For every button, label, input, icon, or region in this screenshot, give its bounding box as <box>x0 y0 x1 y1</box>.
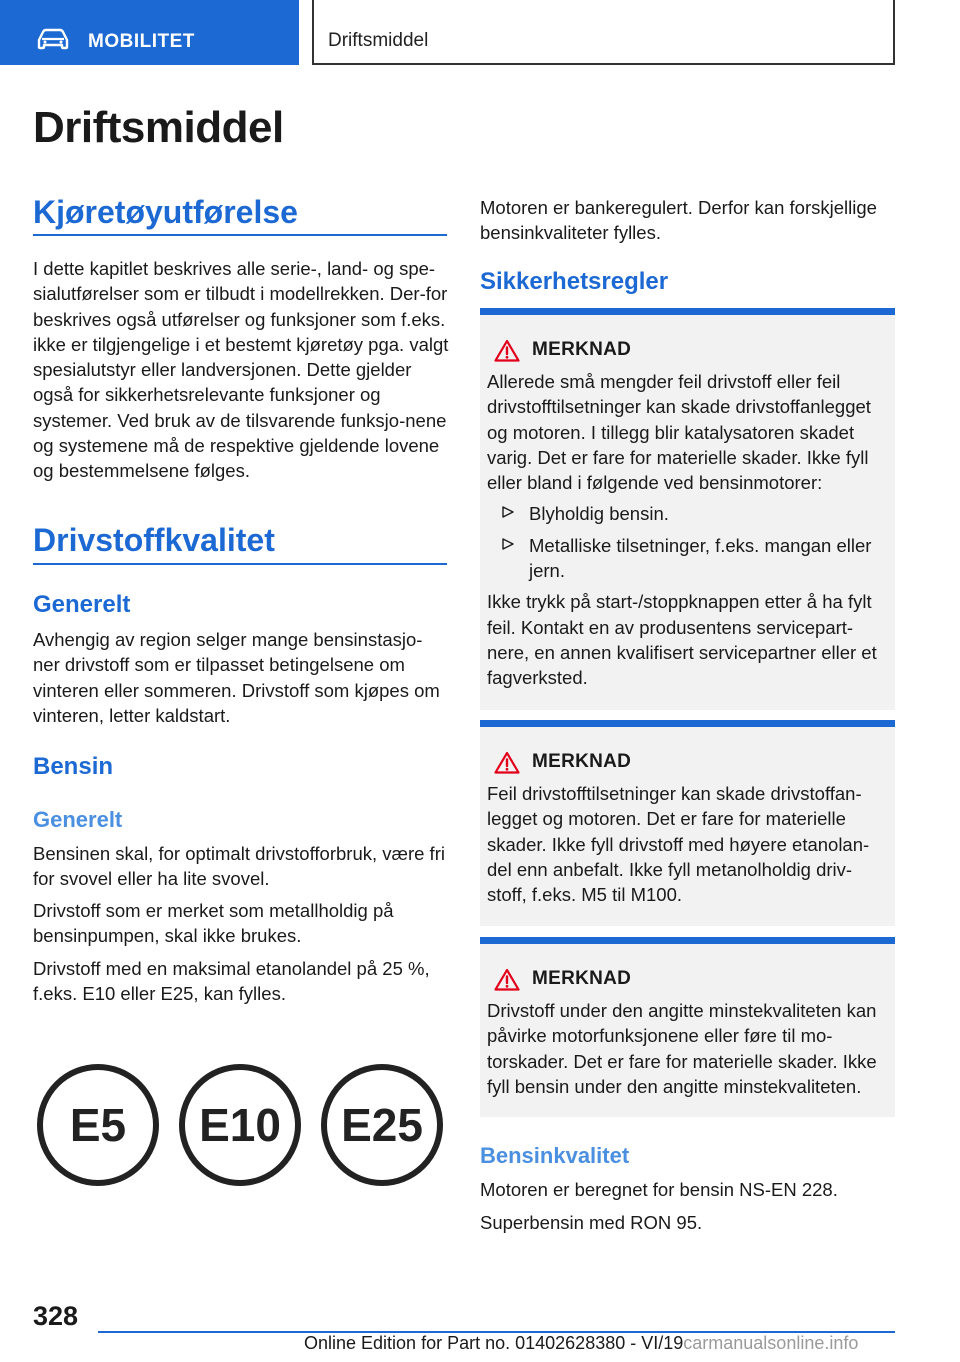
notice-box <box>480 937 895 1117</box>
heading-petrol: Bensin <box>33 753 114 780</box>
heading-fuel-quality: Drivstoffkvalitet <box>33 522 275 558</box>
fuel-badge-e10-label: E10 <box>199 1099 281 1151</box>
heading-general: Generelt <box>33 591 131 618</box>
page-number: 328 <box>33 1301 79 1331</box>
heading-vehicle-version: Kjøretøyutførelse <box>33 194 298 230</box>
fuel-badge-e25-label: E25 <box>341 1099 423 1151</box>
notice-box <box>480 308 895 710</box>
list-item-text: Metalliske tilsetninger, f.eks. mangan eller jern. <box>529 534 872 582</box>
car-icon <box>36 28 70 50</box>
notice-text: Drivstoff under den angitte minstekvaliteten kan påvirke motorfunksjonene eller føre til mo-torskader. Det er fare for materielle skader. Ikke fyll bensin under den angitte minstekvaliteten. <box>487 1000 877 1097</box>
heading-rule <box>33 234 447 236</box>
page-title: Driftsmiddel <box>33 103 284 152</box>
notice-text-after: Ikke trykk på start-/stoppknappen etter å ha fylt feil. Kontakt en av produsentens servicepart-nere, en annen kvalifisert servicepartner eller et fagverksted. <box>487 591 877 689</box>
section-tab[interactable] <box>0 0 299 65</box>
paragraph-petrol-ethanol: Drivstoff med en maksimal etanolandel på 25 %, f.eks. E10 eller E25, kan fylles. <box>33 958 430 1005</box>
footer-edition <box>304 1333 858 1354</box>
heading-petrol-quality: Bensinkvalitet <box>480 1143 630 1168</box>
triangle-bullet-icon <box>501 537 515 551</box>
list-item-text: Blyholdig bensin. <box>529 503 669 525</box>
paragraph-petrol-metal: Drivstoff som er merket som metallholdig på bensinpumpen, skal ikke brukes. <box>33 900 394 947</box>
notice-title: MERKNAD <box>532 968 632 989</box>
heading-rule <box>33 563 447 565</box>
heading-petrol-general: Generelt <box>33 807 123 832</box>
fuel-badge-e25 <box>324 1067 440 1183</box>
paragraph-vehicle-version: I dette kapitlet beskrives alle serie-, land- og spe-sialutførelser som er tilbudt i modellrekken. Der-for beskrives også utførelser og funksjoner som f.eks. ikke er tilgjengelige i et bestemt kjøretøy pga. valgt spesialutstyr eller landversjonen. Dette gjelder også for sikkerhetsrelevante funksjoner og systemer. Ved bruk av de tilsvarende funksjo-nene og systemene må de respektive gjeldende lovene og bestemmelsene følges. <box>33 258 449 482</box>
warning-triangle-icon <box>494 968 520 991</box>
fuel-badge-e5-label: E5 <box>69 1099 127 1151</box>
paragraph-petrol-sulfur: Bensinen skal, for optimalt drivstofforbruk, være fri for svovel eller ha lite svovel. <box>33 843 445 890</box>
breadcrumb-label: Driftsmiddel <box>328 30 429 51</box>
list-item <box>501 533 885 584</box>
notice-text: Allerede små mengder feil drivstoff eller feil drivstofftilsetninger kan skade drivstoffanlegget og motoren. I tillegg blir katalysatoren skadet varig. Det er fare for materielle skader. Ikke fyll eller bland i følgende ved bensinmotorer: <box>487 371 871 494</box>
notice-title: MERKNAD <box>532 339 632 360</box>
warning-triangle-icon <box>494 751 520 774</box>
section-label: MOBILITET <box>88 31 195 52</box>
warning-triangle-icon <box>494 339 520 362</box>
paragraph-quality-standard: Motoren er beregnet for bensin NS-EN 228. <box>480 1179 838 1200</box>
paragraph-general: Avhengig av region selger mange bensinstasjo-ner drivstoff som er tilpasset betingelsene om vinteren eller sommeren. Drivstoff som kjøpes om vinteren, letter kaldstart. <box>33 629 440 726</box>
fuel-badge-e10 <box>182 1067 298 1183</box>
notice-text: Feil drivstofftilsetninger kan skade drivstoffan-legget og motoren. Det er fare for materielle skader. Ikke fyll drivstoff med høyere etanolan-del enn anbefalt. Ikke fyll metanolholdig driv-stoff, f.eks. M5 til M100. <box>487 783 870 906</box>
list-item <box>501 501 885 526</box>
paragraph-quality-ron: Superbensin med RON 95. <box>480 1212 703 1233</box>
breadcrumb <box>312 0 895 65</box>
fuel-badge-e5 <box>40 1067 156 1183</box>
fuel-badges-illustration <box>36 1063 446 1187</box>
notice-box <box>480 720 895 926</box>
triangle-bullet-icon <box>501 505 515 519</box>
footer-edition-text: Online Edition for Part no. 01402628380 - VI/19 <box>304 1333 684 1353</box>
paragraph-knock-control: Motoren er bankeregulert. Derfor kan forskjellige bensinkvaliteter fylles. <box>480 197 877 244</box>
footer-watermark: carmanualsonline.info <box>683 1333 859 1353</box>
heading-safety-rules: Sikkerhetsregler <box>480 268 669 295</box>
bullet-list <box>501 501 885 583</box>
notice-title: MERKNAD <box>532 751 632 772</box>
